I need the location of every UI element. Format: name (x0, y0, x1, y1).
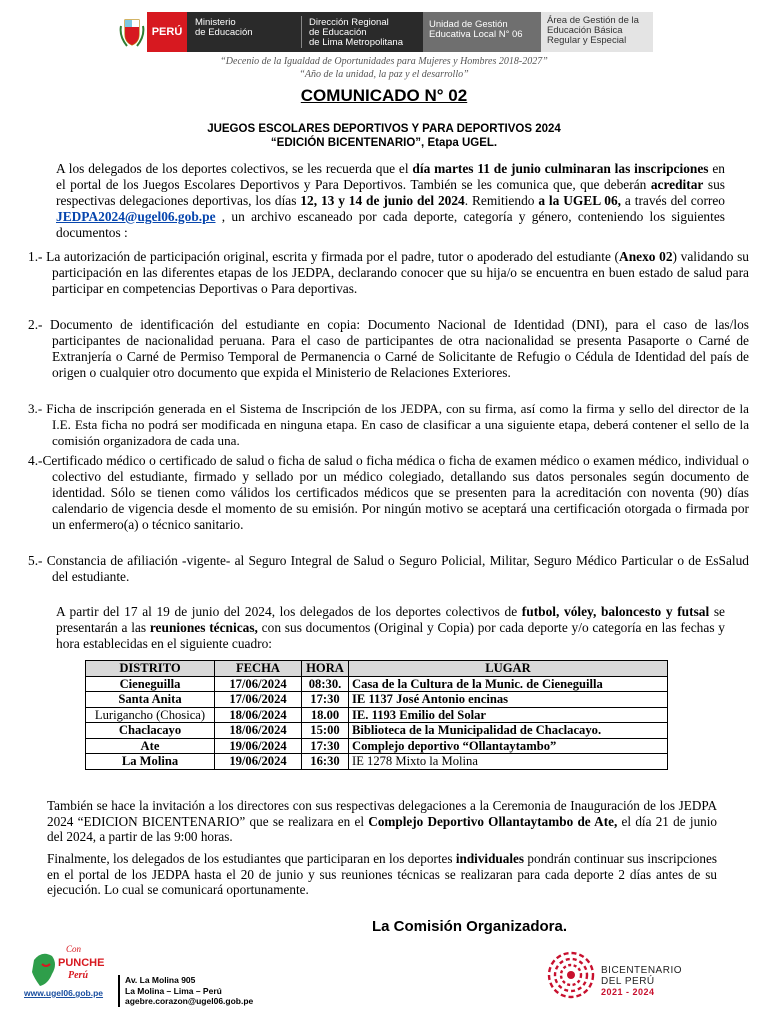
table-cell-lugar: Casa de la Cultura de la Munic. de Cieneguilla (349, 676, 668, 692)
final-paragraph (47, 851, 717, 898)
intro-text: A los delegados de los deportes colectivos, se les recuerda que el (56, 161, 413, 176)
table-cell-fecha: 19/06/2024 (215, 738, 302, 754)
table-cell-fecha: 18/06/2024 (215, 707, 302, 723)
list-item (28, 553, 749, 585)
intro-text: a través del correo (621, 192, 726, 208)
subtitle (0, 122, 768, 150)
area-block (541, 12, 653, 52)
list-item-text: 1.- La autorización de participación original, escrita y firmada por el padre, tutor o apoderado del estudiante ( (28, 249, 620, 264)
table-cell-distrito: Santa Anita (86, 692, 215, 708)
drelm-line3: de Lima Metropolitana (309, 37, 403, 48)
area-line1: Área de Gestión de la (547, 15, 639, 26)
table-row (86, 707, 668, 723)
area-line3: Regular y Especial (547, 35, 627, 46)
table-cell-fecha: 18/06/2024 (215, 723, 302, 739)
ugel-block (423, 12, 541, 52)
list-item-text: 5.- Constancia de afiliación -vigente- al Seguro Integral de Salud o Seguro Policial, Militar, Seguro Médico Particular o de EsSalud del estudiante. (28, 553, 749, 584)
table-cell-hora: 17:30 (302, 692, 349, 708)
list-item-text: 4.-Certificado médico o certificado de salud o ficha de salud o ficha médica o ficha de examen médico o examen médico, individual o colectivo del estudiante, firmado y sellado por un médico colegiado, detallando sus datos personales según documento de identidad. Sólo se tienen como válidos los certificados médicos que se presenten para la acreditación con noventa (90) días calendario de vigencia desde el momento de su emisión. Por ningún motivo se aceptará una certificación otorgada o firmada por un enfermero(a) o técnico sanitario. (28, 453, 749, 532)
ministry-line2: de Educación (195, 27, 253, 38)
table-cell-lugar: IE. 1193 Emilio del Solar (349, 707, 668, 723)
signature-text: La Comisión Organizadora. (372, 918, 568, 935)
meetings-text: con sus documentos (Original y Copia) por cada deporte y/o categoría en las fechas y hora establecidas en el siguiente cuadro: (56, 619, 725, 651)
intro-text: en el portal de los Juegos Escolares Deportivos y Para Deportivos. También se les comunica que, que deberán (56, 161, 725, 192)
ceremony-bold-venue: Complejo Deportivo Ollantaytambo de Ate, (368, 813, 618, 829)
subtitle-line1: JUEGOS ESCOLARES DEPORTIVOS Y PARA DEPORTIVOS 2024 (207, 123, 561, 135)
logo-text-punche: PUNCHE (58, 957, 105, 969)
table-cell-distrito: Lurigancho (Chosica) (86, 707, 215, 723)
bicentenario-text (601, 965, 682, 998)
intro-bold-dates: 12, 13 y 14 de junio del 2024 (300, 192, 465, 208)
schedule-table (85, 660, 668, 770)
ministry-block (187, 12, 423, 52)
email-link[interactable]: JEDPA2024@ugel06.gob.pe (56, 208, 216, 224)
intro-bold-acreditar: acreditar (650, 176, 704, 192)
intro-bold-ugel: a la UGEL 06, (538, 192, 622, 208)
address-email[interactable]: agebre.corazon@ugel06.gob.pe (125, 996, 254, 1006)
meetings-text: se presentarán a las (56, 604, 725, 635)
ugel-line1: Unidad de Gestión (429, 19, 508, 30)
intro-text: , un archivo escaneado por cada deporte, categoría y género, conteniendo los siguientes documentos : (56, 208, 725, 240)
list-item-text: 3.- Ficha de inscripción generada en el Sistema de Inscripción de los JEDPA, con su firma, así como la firma y sello del director de la I.E. Esta ficha no podrá ser modificada en ninguna etapa. En caso de clasificar a una siguiente etapa, deberá contener el sello de la comisión organizadora de cada una. (28, 401, 749, 448)
peru-label: PERÚ (147, 12, 187, 52)
list-item (28, 453, 749, 533)
table-cell-fecha: 19/06/2024 (215, 754, 302, 770)
table-cell-distrito: Ate (86, 738, 215, 754)
column-header: FECHA (215, 661, 302, 677)
table-header-row (86, 661, 668, 677)
table-cell-hora: 16:30 (302, 754, 349, 770)
decenio-line2: “Año de la unidad, la paz y el desarrollo” (299, 69, 469, 80)
ceremony-text: el día 21 de junio del 2024, a partir de las 9:00 horas. (47, 813, 718, 845)
intro-text: . Remitiendo (464, 192, 539, 208)
bicentenario-line1: BICENTENARIO (601, 965, 683, 976)
final-text: pondrán continuar sus inscripciones en el portal de los JEDPA hasta el 20 de junio y sus reuniones técnicas se realizaran para cada deporte 2 días antes de su ejecución. Lo cual se comunicará oportunamente. (47, 851, 717, 898)
institutional-header (117, 12, 653, 52)
subtitle-line2: “EDICIÓN BICENTENARIO”, Etapa UGEL. (270, 137, 498, 149)
table-cell-hora: 18.00 (302, 707, 349, 723)
table-cell-lugar: Complejo deportivo “Ollantaytambo” (349, 738, 668, 754)
footer-address (118, 975, 253, 1007)
table-row (86, 723, 668, 739)
list-item (28, 401, 749, 449)
intro-text: sus respectivas delegaciones deportivas, los días (56, 176, 725, 208)
table-cell-distrito: Cieneguilla (86, 676, 215, 692)
ceremony-paragraph (47, 798, 717, 845)
list-item-text: ) validando su participación en las diferentes etapas de los JEDPA, declarando conocer que su hija/o se encuentra en buen estado de salud para participar en competencias Deportivas o Para deportivas. (52, 249, 749, 296)
bicentenario-line2: DEL PERÚ (601, 976, 655, 987)
decenio-line1: “Decenio de la Igualdad de Oportunidades para Mujeres y Hombres 2018-2027” (220, 56, 548, 67)
table-cell-hora: 15:00 (302, 723, 349, 739)
drelm-line2: de Educación (309, 27, 367, 38)
intro-paragraph (56, 161, 725, 241)
list-item (28, 249, 749, 297)
meetings-text: A partir del 17 al 19 de junio del 2024, los delegados de los deportes colectivos de (56, 604, 522, 619)
table-cell-fecha: 17/06/2024 (215, 676, 302, 692)
meetings-paragraph (56, 604, 725, 652)
table-row (86, 692, 668, 708)
decenio-text (0, 55, 768, 81)
table-cell-hora: 17:30 (302, 738, 349, 754)
table-row (86, 754, 668, 770)
address-line1: Av. La Molina 905 (125, 975, 196, 985)
final-bold: individuales (455, 851, 525, 866)
logo-text-peru: Perú (68, 970, 88, 981)
final-text: Finalmente, los delegados de los estudiantes que participaran en los deportes (47, 851, 456, 866)
logo-text-con: Con (66, 944, 82, 954)
column-header: LUGAR (349, 661, 668, 677)
table-row (86, 676, 668, 692)
column-header: DISTRITO (86, 661, 215, 677)
con-punche-peru-logo (28, 940, 106, 990)
bicentenario-logo-icon (546, 950, 596, 1000)
drelm-line1: Dirección Regional (309, 17, 389, 28)
column-header: HORA (302, 661, 349, 677)
ugel-line2: Educativa Local N° 06 (429, 29, 523, 40)
ceremony-text: También se hace la invitación a los directores con sus respectivas delegaciones a la Ceremonia de Inauguración de los JEDPA 2024 “EDICION BICENTENARIO” que se realizara en el (47, 798, 717, 829)
list-item-text: 2.- Documento de identificación del estudiante en copia: Documento Nacional de Identidad (DNI), para el caso de las/los participantes de nacionalidad peruana. Para el caso de participantes de otra nacionalidad se presenta Pasaporte o Carné de Extranjería o Carné de Permiso Temporal de Permanencia o Carné de Solicitante de Refugio o Cédula de Identidad del país de origen o cualquier otro documento que expida el Ministerio de Relaciones Exteriores. (28, 317, 749, 380)
table-cell-hora: 08:30. (302, 676, 349, 692)
table-cell-distrito: La Molina (86, 754, 215, 770)
ministry-line1: Ministerio (195, 17, 236, 28)
anexo-bold: Anexo 02 (619, 249, 673, 264)
list-item (28, 317, 749, 381)
table-row (86, 738, 668, 754)
bicentenario-years: 2021 - 2024 (601, 987, 655, 997)
peru-shield-icon (117, 12, 147, 52)
page-title: COMUNICADO N° 02 (300, 86, 468, 105)
sports-bold: futbol, vóley, baloncesto y futsal (521, 604, 710, 619)
meetings-bold: reuniones técnicas, (149, 619, 258, 635)
ugel-website-link[interactable]: www.ugel06.gob.pe (24, 988, 104, 998)
area-line2: Educación Básica (547, 25, 623, 36)
address-line2: La Molina – Lima – Perú (125, 985, 222, 996)
table-cell-lugar: IE 1137 José Antonio encinas (349, 692, 668, 708)
table-cell-lugar: IE 1278 Mixto la Molina (349, 754, 668, 770)
table-cell-fecha: 17/06/2024 (215, 692, 302, 708)
intro-bold-deadline: día martes 11 de junio culminaran las inscripciones (412, 161, 709, 176)
table-cell-distrito: Chaclacayo (86, 723, 215, 739)
table-cell-lugar: Biblioteca de la Municipalidad de Chaclacayo. (349, 723, 668, 739)
